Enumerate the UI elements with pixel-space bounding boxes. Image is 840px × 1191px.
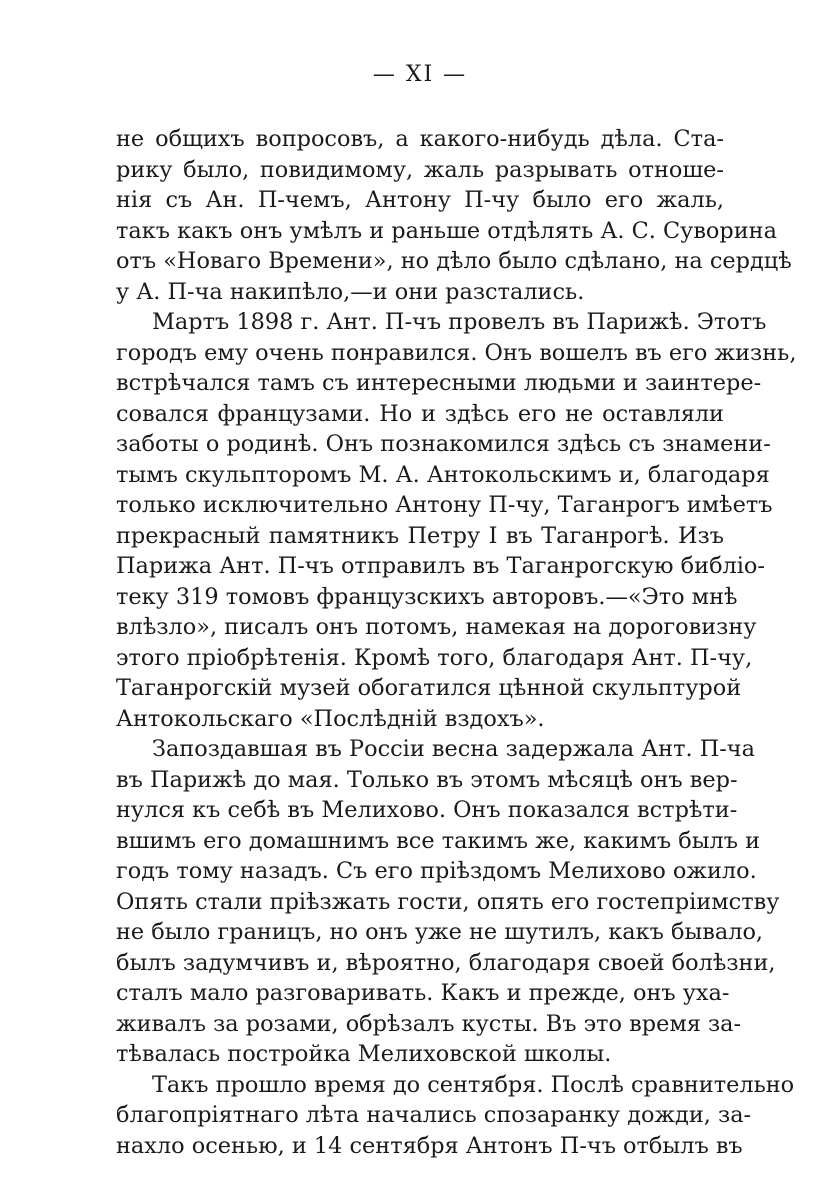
text-line: рику было, повидимому, жаль разрывать отноше- — [116, 156, 724, 183]
text-line: теку 319 томовъ французскихъ авторовъ.—«Это мнѣ — [116, 583, 738, 610]
text-line: Антокольскаго «Послѣдній вздохъ». — [116, 705, 545, 732]
text-line: не было границъ, но онъ уже не шутилъ, какъ бывало, — [116, 919, 764, 945]
text-line: заботы о родинѣ. Онъ познакомился здѣсь съ знамени- — [116, 431, 771, 457]
text-line: Парижа Ант. П-чъ отправилъ въ Таганрогскую библіо- — [116, 553, 765, 579]
text-line: въ Парижѣ до мая. Только въ этомъ мѣсяцѣ онъ вер- — [116, 766, 738, 793]
text-line: сталъ мало разговаривать. Какъ и прежде, онъ уха- — [116, 980, 730, 1006]
text-line: этого пріобрѣтенія. Кромѣ того, благодаря Ант. П-чу, — [116, 644, 753, 671]
text-line: тымъ скульпторомъ М. А. Антокольскимъ и, благодаря — [116, 461, 770, 488]
text-line: не общихъ вопросовъ, а какого-нибудь дѣла. Ста- — [116, 126, 724, 152]
text-line: влѣзло», писалъ онъ потомъ, намекая на дороговизну — [116, 614, 757, 640]
text-line: встрѣчался тамъ съ интересными людьми и заинтере- — [116, 370, 762, 396]
page-number-header: — XI — — [372, 62, 468, 87]
text-line: Опять стали пріѣзжать гости, опять его гостепріимству — [116, 888, 780, 915]
text-line: живалъ за розами, обрѣзалъ кусты. Въ это время за- — [116, 1010, 742, 1037]
text-line: благопріятнаго лѣта начались спозаранку дожди, за- — [116, 1102, 752, 1128]
text-line: совался французами. Но и здѣсь его не оставляли — [116, 400, 724, 427]
text-line: такъ какъ онъ умѣлъ и раньше отдѣлять А. С. Суворина — [116, 217, 777, 244]
paragraph-3 — [116, 734, 780, 1070]
text-line: нахло осенью, и 14 сентября Антонъ П-чъ отбылъ въ — [116, 1132, 743, 1159]
body-text — [116, 124, 797, 1161]
text-line: городъ ему очень понравился. Онъ вошелъ въ его жизнь, — [116, 339, 797, 366]
paragraph-4 — [116, 1070, 795, 1162]
text-line: только исключительно Антону П-чу, Таганрогъ имѣетъ — [116, 492, 773, 518]
text-line: нулся къ себѣ въ Мелихово. Онъ показался встрѣти- — [116, 797, 738, 823]
text-line: прекрасный памятникъ Петру I въ Таганрогѣ. Изъ — [116, 522, 724, 549]
text-line: годъ тому назадъ. Съ его пріѣздомъ Мелихово ожило. — [116, 858, 757, 884]
text-line: былъ задумчивъ и, вѣроятно, благодаря своей болѣзни, — [116, 949, 776, 976]
text-line: тѣвалась постройка Мелиховской школы. — [116, 1041, 612, 1067]
text-line: Такъ прошло время до сентября. Послѣ сравнительно — [152, 1071, 795, 1098]
text-line: Таганрогскій музей обогатился цѣнной скульптурой — [116, 675, 742, 701]
text-line: у А. П-ча накипѣло,—и они разстались. — [116, 278, 585, 305]
text-line: Мартъ 1898 г. Ант. П-чъ провелъ въ Парижѣ. Этотъ — [152, 309, 767, 335]
text-line: нія съ Ан. П-чемъ, Антону П-чу было его жаль, — [116, 187, 724, 213]
paragraph-2 — [116, 307, 797, 734]
text-line: отъ «Новаго Времени», но дѣло было сдѣлано, на сердцѣ — [116, 248, 792, 274]
paragraph-1 — [116, 124, 792, 307]
text-line: вшимъ его домашнимъ все такимъ же, какимъ былъ и — [116, 827, 761, 854]
text-line: Запоздавшая въ Россіи весна задержала Ант. П-ча — [152, 736, 755, 762]
